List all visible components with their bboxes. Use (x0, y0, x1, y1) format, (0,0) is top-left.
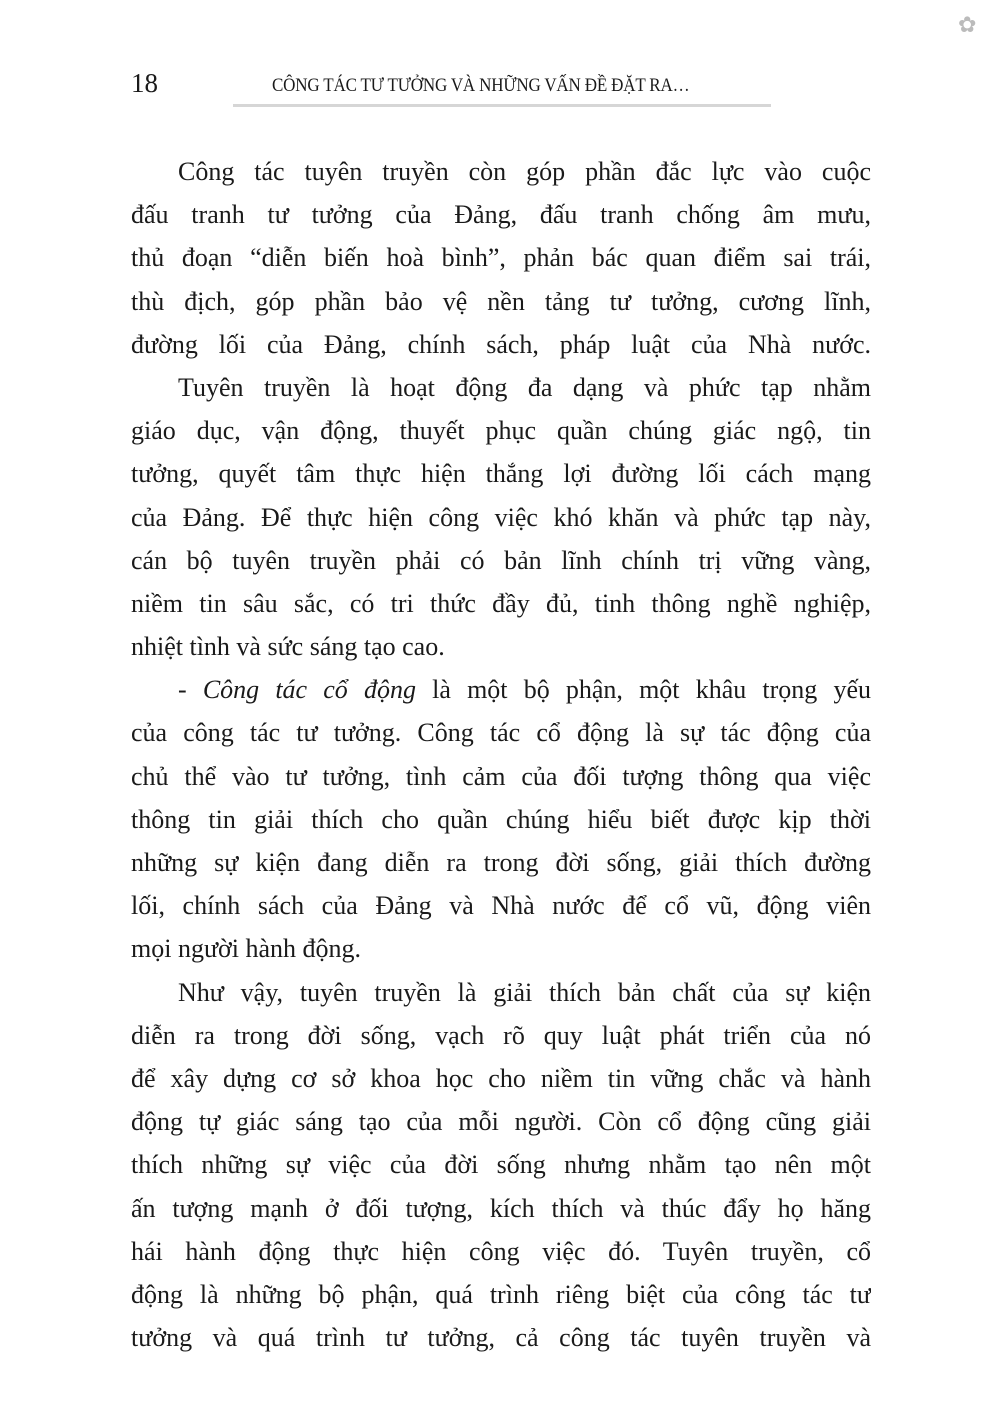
text-line: nhiệt tình và sức sáng tạo cao. (131, 632, 445, 662)
text-line: động tự giác sáng tạo của mỗi người. Còn cổ động cũng giải (131, 1107, 871, 1137)
text-line: cán bộ tuyên truyền phải có bản lĩnh chính trị vững vàng, (131, 545, 871, 575)
text-line: để xây dựng cơ sở khoa học cho niềm tin vững chắc và hành (131, 1063, 871, 1093)
paragraph (131, 150, 871, 366)
flower-ornament-icon: ✿ (958, 12, 977, 37)
text-line: thù địch, góp phần bảo vệ nền tảng tư tưởng, cương lĩnh, (131, 286, 871, 316)
paragraph (131, 971, 871, 1360)
paragraph (131, 366, 871, 668)
text-line: của Đảng. Để thực hiện công việc khó khăn và phức tạp này, (131, 502, 871, 532)
italic-term: - Công tác cổ động (178, 675, 416, 705)
text-line: chủ thể vào tư tưởng, tình cảm của đối tượng thông qua việc (131, 761, 871, 791)
text-line: tưởng và quá trình tư tưởng, cả công tác tuyên truyền và (131, 1323, 871, 1353)
running-title: CÔNG TÁC TƯ TƯỞNG VÀ NHỮNG VẤN ĐỀ ĐẶT RA… (272, 76, 690, 96)
text-line (131, 668, 871, 711)
text-line: Như vậy, tuyên truyền là giải thích bản chất của sự kiện (178, 977, 871, 1007)
text-line: của công tác tư tưởng. Công tác cổ động là sự tác động của (131, 718, 871, 748)
text-line: thủ đoạn “diễn biến hoà bình”, phản bác quan điểm sai trái, (131, 243, 871, 273)
text-segment: là một bộ phận, một khâu trọng yếu (415, 675, 871, 705)
text-line: thích những sự việc của đời sống nhưng nhằm tạo nên một (131, 1150, 871, 1180)
text-line: đấu tranh tư tưởng của Đảng, đấu tranh chống âm mưu, (131, 200, 871, 230)
page-number: 18 (131, 68, 158, 98)
paragraph (131, 668, 871, 970)
text-line: động là những bộ phận, quá trình riêng biệt của công tác tư (131, 1279, 871, 1309)
text-line: tưởng, quyết tâm thực hiện thắng lợi đường lối cách mạng (131, 459, 871, 489)
text-line: giáo dục, vận động, thuyết phục quần chúng giác ngộ, tin (131, 416, 871, 446)
header-divider (233, 104, 771, 107)
text-line: diễn ra trong đời sống, vạch rõ quy luật phát triển của nó (131, 1020, 871, 1050)
body-text (131, 150, 871, 1359)
text-line: mọi người hành động. (131, 934, 362, 964)
text-line: Công tác tuyên truyền còn góp phần đắc lực vào cuộc (178, 157, 871, 186)
text-line: hái hành động thực hiện công việc đó. Tuyên truyền, cổ (131, 1236, 871, 1266)
text-line: những sự kiện đang diễn ra trong đời sống, giải thích đường (131, 848, 871, 877)
text-line: lối, chính sách của Đảng và Nhà nước để cổ vũ, động viên (131, 891, 871, 921)
text-line: thông tin giải thích cho quần chúng hiểu biết được kịp thời (131, 804, 871, 834)
text-line: niềm tin sâu sắc, có tri thức đầy đủ, tinh thông nghề nghiệp, (131, 588, 871, 618)
text-line: ấn tượng mạnh ở đối tượng, kích thích và thúc đẩy họ hăng (131, 1193, 871, 1223)
text-line: Tuyên truyền là hoạt động đa dạng và phức tạp nhằm (178, 372, 871, 402)
text-line: đường lối của Đảng, chính sách, pháp luật của Nhà nước. (131, 329, 871, 359)
